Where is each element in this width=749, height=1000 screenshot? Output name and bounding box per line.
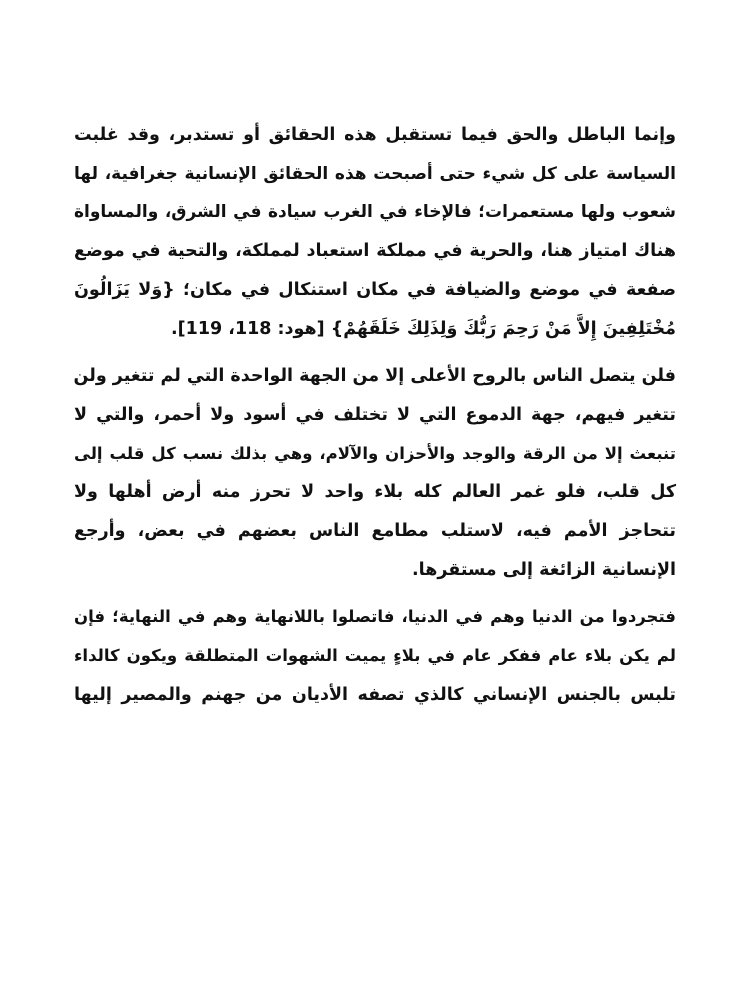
text-line: لم يكن بلاء عام ففكر عام في بلاءٍ يميت الشهوات المتطلقة ويكون كالداء <box>74 646 676 666</box>
text-line: صفعة في موضع والضيافة في مكان استنكال في مكان؛ {وَلا يَزَالُونَ <box>74 279 676 300</box>
text-line: الإنسانية الزائغة إلى مستقرها. <box>412 559 676 580</box>
text-line: تتحاجز الأمم فيه، لاستلب مطامع الناس بعضهم في بعض، وأرجع <box>74 521 676 542</box>
text-line: تلبس بالجنس الإنساني كالذي تصفه الأديان من جهنم والمصير إليها <box>74 684 676 705</box>
text-line: فتجردوا من الدنيا وهم في الدنيا، فاتصلوا باللانهاية وهم في النهاية؛ فإن <box>74 607 676 627</box>
text-line: السياسة على كل شيء حتى أصبحت هذه الحقائق الإنسانية جغرافية، لها <box>74 163 676 184</box>
text-line: شعوب ولها مستعمرات؛ فالإخاء في الغرب سيادة في الشرق، والمساواة <box>74 202 676 223</box>
paragraph-2 <box>74 357 676 589</box>
text-line: هناك امتياز هنا، والحرية في مملكة استعباد لمملكة، والتحية في موضع <box>74 241 676 262</box>
paragraph-1 <box>74 116 676 348</box>
text-line: تتغير فيهم، جهة الدموع التي لا تختلف في أسود ولا أحمر، والتي لا <box>74 404 676 425</box>
document-page <box>74 116 676 715</box>
paragraph-3 <box>74 598 676 714</box>
text-line: وإنما الباطل والحق فيما تستقبل هذه الحقائق أو تستدبر، وقد غلبت <box>74 125 676 145</box>
text-line: فلن يتصل الناس بالروح الأعلى إلا من الجهة الواحدة التي لم تتغير ولن <box>73 366 676 387</box>
text-line: مُخْتَلِفِينَ إِلاَّ مَنْ رَحِمَ رَبُّكَ وَلِذَلِكَ خَلَقَهُمْ} [هود: 118، 119]. <box>171 318 676 339</box>
text-line: كل قلب، فلو غمر العالم كله بلاء واحد لا تحرز منه أرض أهلها ولا <box>74 482 676 503</box>
text-line: تنبعث إلا من الرقة والوجد والأحزان والآلام، وهي بذلك نسب كل قلب إلى <box>74 443 676 463</box>
